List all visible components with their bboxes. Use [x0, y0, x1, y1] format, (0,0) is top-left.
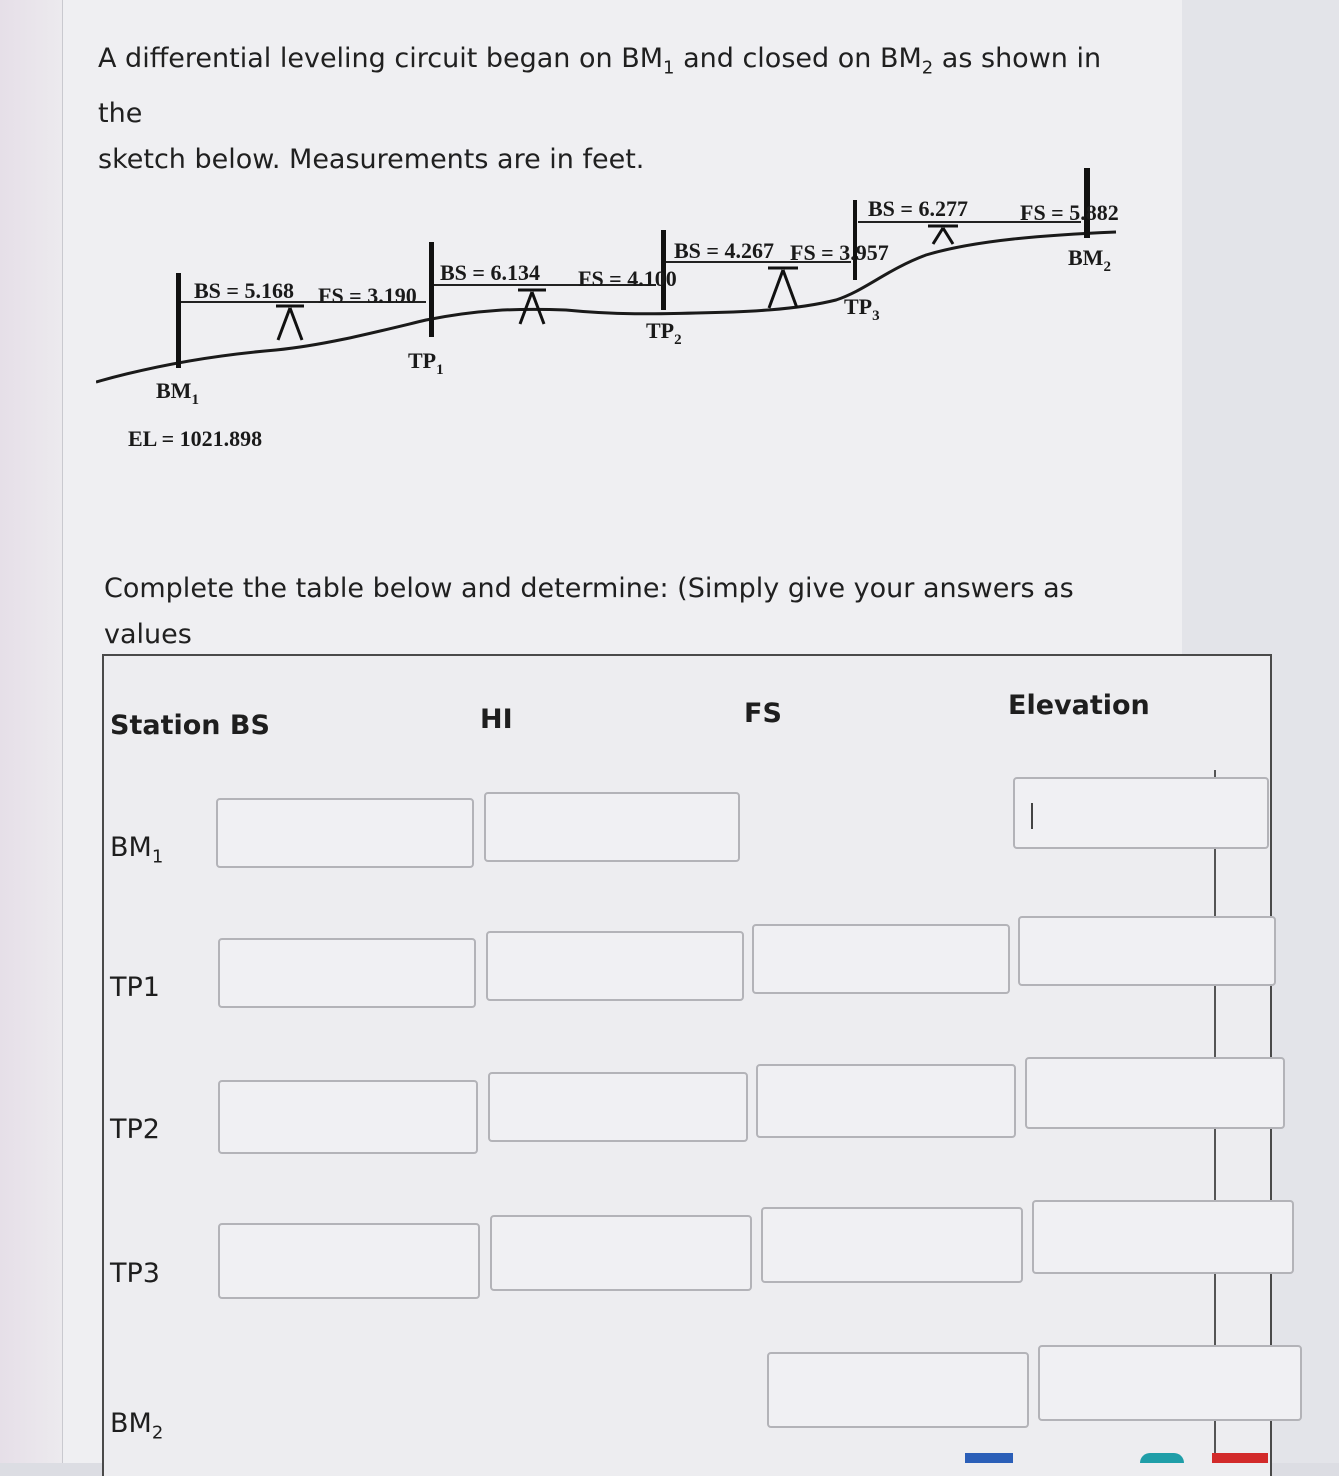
- label-bm2-text: BM: [1068, 245, 1104, 270]
- input-tp1-hi[interactable]: [486, 931, 744, 1001]
- input-tp2-bs[interactable]: [218, 1080, 478, 1154]
- question-sub-1: 1: [663, 57, 675, 79]
- left-background: [0, 0, 62, 1463]
- header-station-bs: Station BS: [110, 710, 270, 741]
- label-tp1-text: TP: [408, 348, 437, 373]
- input-tp2-elevation[interactable]: [1025, 1057, 1285, 1129]
- level-instrument-1: [276, 306, 304, 340]
- question-sub-2: 2: [921, 57, 934, 79]
- level-instrument-2: [518, 290, 546, 324]
- label-bm1-text: BM: [156, 378, 192, 403]
- row-label-bm1-sub: 1: [151, 846, 164, 868]
- level-instrument-4: [928, 226, 958, 244]
- row-label-tp2: TP2: [110, 1114, 160, 1145]
- question-line1-a: A differential leveling circuit began on BM: [98, 43, 664, 74]
- instructions-line1: Complete the table below and determine: (Simply give your answers as values: [104, 573, 1074, 650]
- label-fs3: FS = 3.957: [790, 240, 889, 265]
- rod-tp1: [429, 242, 434, 337]
- input-bm1-hi[interactable]: [484, 792, 740, 862]
- row-label-bm2-text: BM: [110, 1408, 152, 1439]
- label-bm1: [156, 378, 199, 408]
- label-bs3: BS = 4.267: [674, 238, 774, 263]
- input-bm1-bs[interactable]: [216, 798, 474, 868]
- input-tp3-elevation[interactable]: [1032, 1200, 1294, 1274]
- question-line1-b: and closed on BM: [674, 43, 922, 74]
- row-label-tp3: TP3: [110, 1258, 160, 1289]
- label-tp1: [408, 348, 444, 378]
- header-fs: FS: [744, 698, 782, 729]
- label-tp1-sub: 1: [436, 362, 444, 378]
- taskbar-icon-1[interactable]: [965, 1453, 1013, 1463]
- label-fs1: FS = 3.190: [318, 283, 417, 308]
- label-tp3-sub: 3: [872, 308, 880, 324]
- ground-profile: [96, 232, 1116, 382]
- question-line2: sketch below. Measurements are in feet.: [98, 144, 645, 176]
- input-tp1-fs[interactable]: [752, 924, 1010, 994]
- input-bm1-elevation[interactable]: [1013, 777, 1269, 849]
- label-tp3-text: TP: [844, 294, 873, 319]
- label-bs2: BS = 6.134: [440, 260, 540, 285]
- label-bm2-sub: 2: [1103, 259, 1111, 275]
- input-bm2-fs[interactable]: [767, 1352, 1029, 1428]
- input-tp2-fs[interactable]: [756, 1064, 1016, 1138]
- header-elevation: Elevation: [1008, 690, 1150, 721]
- row-label-bm1: [110, 832, 163, 867]
- header-hi: HI: [480, 704, 513, 735]
- rod-bm1: [176, 273, 181, 368]
- input-bm2-elevation[interactable]: [1038, 1345, 1302, 1421]
- input-tp3-bs[interactable]: [218, 1223, 480, 1299]
- row-label-bm2-sub: 2: [151, 1422, 164, 1444]
- leveling-sketch: [96, 160, 1146, 460]
- label-bm2: [1068, 245, 1111, 275]
- label-tp2-sub: 2: [674, 332, 682, 348]
- input-tp3-hi[interactable]: [490, 1215, 752, 1291]
- text-caret: [1031, 803, 1033, 829]
- question-line1-c: as shown in the: [98, 43, 1102, 130]
- taskbar-icon-3[interactable]: [1212, 1453, 1268, 1463]
- input-tp2-hi[interactable]: [488, 1072, 748, 1142]
- label-bm1-elevation: EL = 1021.898: [128, 426, 263, 451]
- row-label-bm2: [110, 1408, 163, 1443]
- label-tp3: [844, 294, 880, 324]
- row-label-bm1-text: BM: [110, 832, 152, 863]
- label-bm1-sub: 1: [191, 392, 199, 408]
- level-instrument-3: [768, 268, 798, 308]
- label-fs4: FS = 5.882: [1020, 200, 1119, 225]
- label-tp2: [646, 318, 682, 348]
- taskbar-icon-2[interactable]: [1140, 1453, 1184, 1463]
- label-fs2: FS = 4.100: [578, 266, 677, 291]
- input-tp1-bs[interactable]: [218, 938, 476, 1008]
- label-bs4: BS = 6.277: [868, 196, 968, 221]
- row-label-tp1: TP1: [110, 972, 160, 1003]
- input-tp3-fs[interactable]: [761, 1207, 1023, 1283]
- label-tp2-text: TP: [646, 318, 675, 343]
- label-bs1: BS = 5.168: [194, 278, 294, 303]
- input-tp1-elevation[interactable]: [1018, 916, 1276, 986]
